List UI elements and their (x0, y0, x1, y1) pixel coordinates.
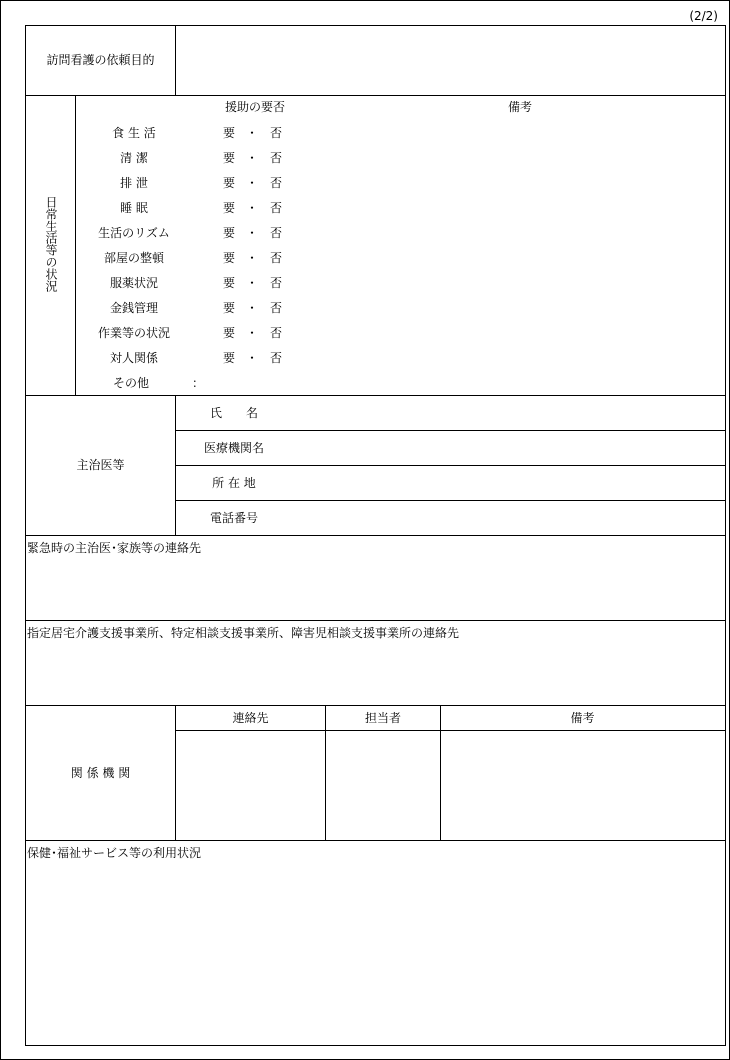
daily-item-label: 服薬状況 (109, 276, 158, 290)
agency-contact-field[interactable] (176, 731, 325, 840)
daily-item-label: 金銭管理 (109, 301, 158, 315)
need-separator: ・ (246, 251, 259, 265)
need-no-option[interactable]: 否 (270, 326, 283, 340)
other-label: その他 (112, 376, 149, 390)
need-separator: ・ (246, 351, 259, 365)
need-no-option[interactable]: 否 (270, 176, 283, 190)
need-no-option[interactable]: 否 (270, 276, 283, 290)
need-yes-option[interactable]: 要 (223, 201, 236, 215)
agency-contact-header: 連絡先 (232, 711, 269, 725)
need-separator: ・ (246, 176, 259, 190)
doctor-field-input[interactable] (290, 472, 720, 496)
agency-person-header: 担当者 (364, 711, 401, 725)
daily-item-label: 部屋の整頓 (103, 251, 164, 265)
need-no-option[interactable]: 否 (270, 151, 283, 165)
need-separator: ・ (246, 226, 259, 240)
doctor-field-label: 氏 名 (209, 406, 258, 420)
doctor-field-label: 所 在 地 (212, 476, 256, 490)
need-separator: ・ (246, 326, 259, 340)
purpose-label: 訪問看護の依頼目的 (46, 53, 155, 67)
agency-remarks-field[interactable] (441, 731, 724, 840)
daily-side-label: 日常生活等の状況 (44, 196, 58, 292)
support-office-field[interactable] (26, 643, 724, 703)
need-no-option[interactable]: 否 (270, 201, 283, 215)
need-separator: ・ (246, 201, 259, 215)
need-yes-option[interactable]: 要 (223, 126, 236, 140)
emergency-field[interactable] (26, 558, 724, 618)
need-no-option[interactable]: 否 (270, 301, 283, 315)
need-separator: ・ (246, 126, 259, 140)
daily-item-label: 清 潔 (120, 151, 148, 165)
agencies-label: 関 係 機 関 (70, 766, 131, 780)
emergency-label: 緊急時の主治医･家族等の連絡先 (27, 541, 202, 555)
need-column-header: 援助の要否 (224, 100, 285, 114)
need-yes-option[interactable]: 要 (223, 226, 236, 240)
doctor-field-label: 電話番号 (209, 511, 258, 525)
need-no-option[interactable]: 否 (270, 351, 283, 365)
need-no-option[interactable]: 否 (270, 251, 283, 265)
need-separator: ・ (246, 301, 259, 315)
need-yes-option[interactable]: 要 (223, 251, 236, 265)
doctor-field-label: 医療機関名 (203, 441, 264, 455)
need-yes-option[interactable]: 要 (223, 326, 236, 340)
page-number: (2/2) (689, 9, 718, 23)
agency-remarks-header: 備考 (570, 711, 595, 725)
doctor-field-input[interactable] (290, 437, 720, 461)
daily-remarks-field[interactable] (360, 120, 720, 370)
daily-item-label: 睡 眠 (120, 201, 148, 215)
need-separator: ・ (246, 151, 259, 165)
services-label: 保健･福祉サービス等の利用状況 (27, 846, 202, 860)
need-yes-option[interactable]: 要 (223, 176, 236, 190)
doctor-field-input[interactable] (290, 402, 720, 426)
daily-item-label: 作業等の状況 (97, 326, 170, 340)
support-office-label: 指定居宅介護支援事業所、特定相談支援事業所、障害児相談支援事業所の連絡先 (27, 626, 460, 640)
services-field[interactable] (26, 863, 724, 1043)
need-yes-option[interactable]: 要 (223, 351, 236, 365)
other-colon: ： (192, 376, 205, 390)
daily-item-label: 排 泄 (120, 176, 148, 190)
other-field[interactable] (205, 372, 720, 392)
doctor-field-input[interactable] (290, 507, 720, 531)
need-no-option[interactable]: 否 (270, 126, 283, 140)
agency-person-field[interactable] (326, 731, 440, 840)
purpose-field[interactable] (176, 26, 724, 95)
need-separator: ・ (246, 276, 259, 290)
need-yes-option[interactable]: 要 (223, 276, 236, 290)
need-yes-option[interactable]: 要 (223, 301, 236, 315)
doctor-label: 主治医等 (76, 458, 125, 472)
need-no-option[interactable]: 否 (270, 226, 283, 240)
need-yes-option[interactable]: 要 (223, 151, 236, 165)
daily-item-label: 生活のリズム (98, 226, 170, 240)
daily-item-label: 食 生 活 (112, 126, 156, 140)
daily-item-label: 対人関係 (109, 351, 158, 365)
remarks-column-header: 備考 (507, 100, 532, 114)
